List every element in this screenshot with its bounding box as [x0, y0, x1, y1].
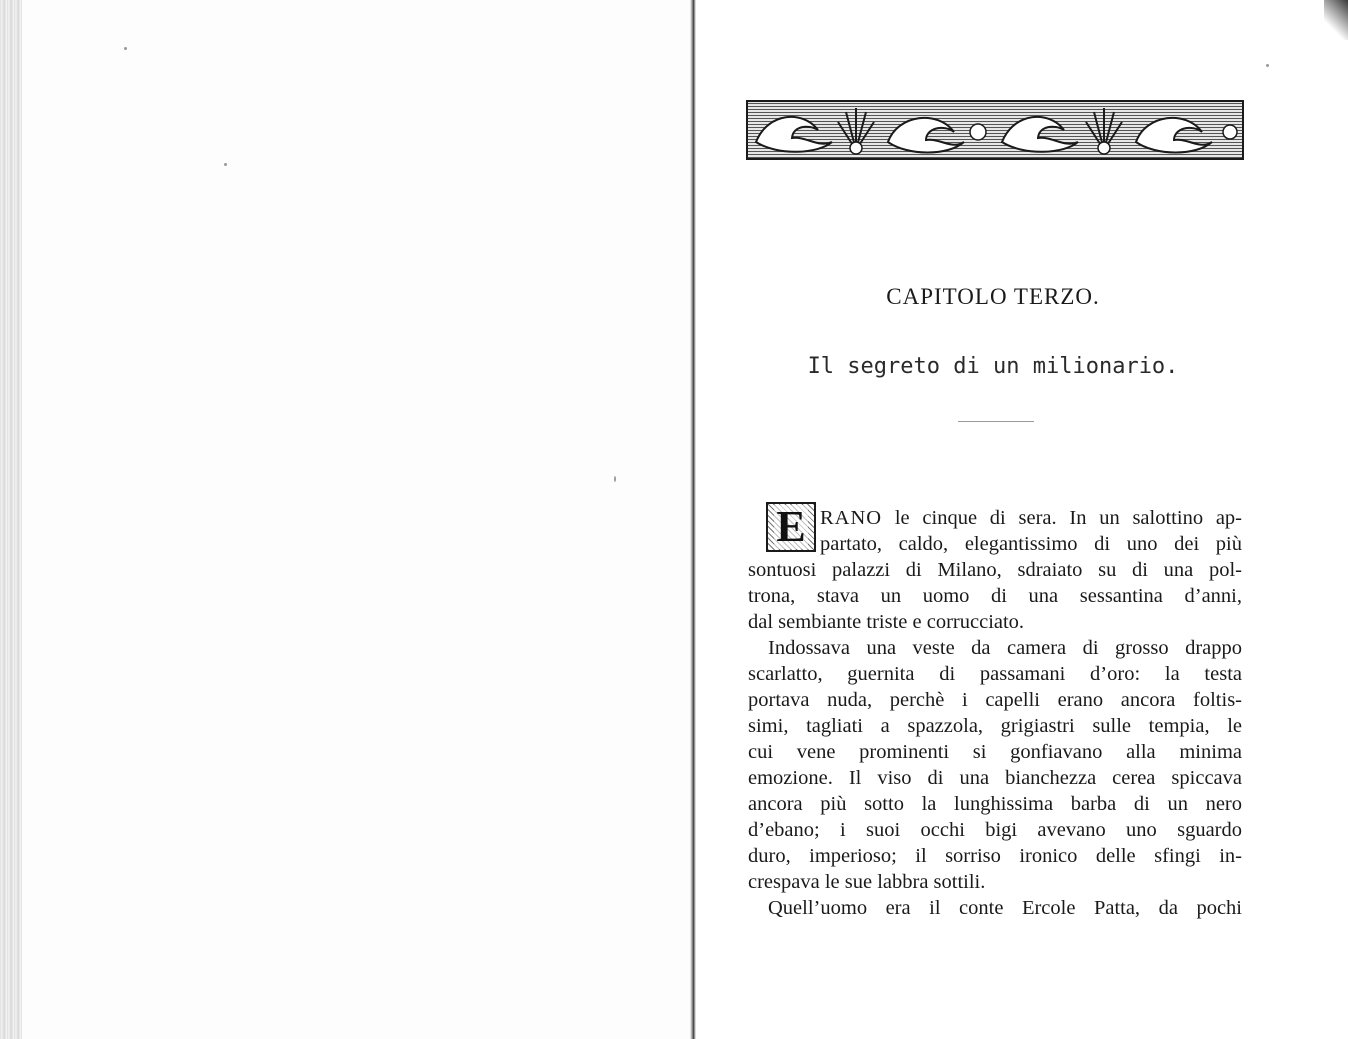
initial-letter-glyph: E — [776, 502, 806, 551]
text-line: crespava le sue labbra sottili. — [748, 871, 986, 893]
decorative-headpiece-ornament — [746, 100, 1244, 160]
text-line: duro, imperioso; il sorriso ironico delle sfingi in- — [748, 845, 1242, 867]
text-line: simi, tagliati a spazzola, grigiastri sulle tempia, le — [748, 715, 1242, 737]
text-line: scarlatto, guernita di passamani d’oro: la testa — [748, 663, 1242, 685]
text-line: Indossava una veste da camera di grosso drappo — [768, 637, 1242, 659]
initial-word-rest: RANO — [820, 507, 883, 529]
paper-speck — [1266, 64, 1269, 67]
foliage-ornament-icon — [748, 102, 1242, 158]
paper-speck — [224, 163, 227, 166]
text-line: portava nuda, perchè i capelli erano ancora foltis- — [748, 689, 1242, 711]
text-line: cui vene prominenti si gonfiavano alla minima — [748, 741, 1242, 763]
text-line: Quell’uomo era il conte Ercole Patta, da pochi — [768, 897, 1242, 919]
text-line — [820, 505, 1242, 531]
paper-speck — [124, 47, 127, 50]
chapter-title: CAPITOLO TERZO. — [886, 284, 1100, 309]
left-page-edge-shadow — [0, 0, 22, 1039]
text-line-content: le cinque di sera. In un salottino ap- — [882, 507, 1242, 529]
text-line: emozione. Il viso di una bianchezza cerea spiccava — [748, 767, 1242, 789]
page-corner-shadow — [1324, 0, 1348, 40]
text-line: d’ebano; i suoi occhi bigi avevano uno sguardo — [748, 819, 1242, 841]
text-line: dal sembiante triste e corrucciato. — [748, 611, 1025, 633]
text-line: trona, stava un uomo di una sessantina d’anni, — [748, 585, 1242, 607]
title-divider-rule — [958, 421, 1034, 422]
chapter-subtitle: Il segreto di un milionario. — [807, 354, 1179, 379]
decorated-initial-letter — [766, 502, 816, 552]
text-line: sontuosi palazzi di Milano, sdraiato su di una pol- — [748, 559, 1242, 581]
text-line: partato, caldo, elegantissimo di uno dei più — [820, 533, 1242, 555]
text-line: ancora più sotto la lunghissima barba di un nero — [748, 793, 1242, 815]
paper-speck — [614, 476, 616, 482]
